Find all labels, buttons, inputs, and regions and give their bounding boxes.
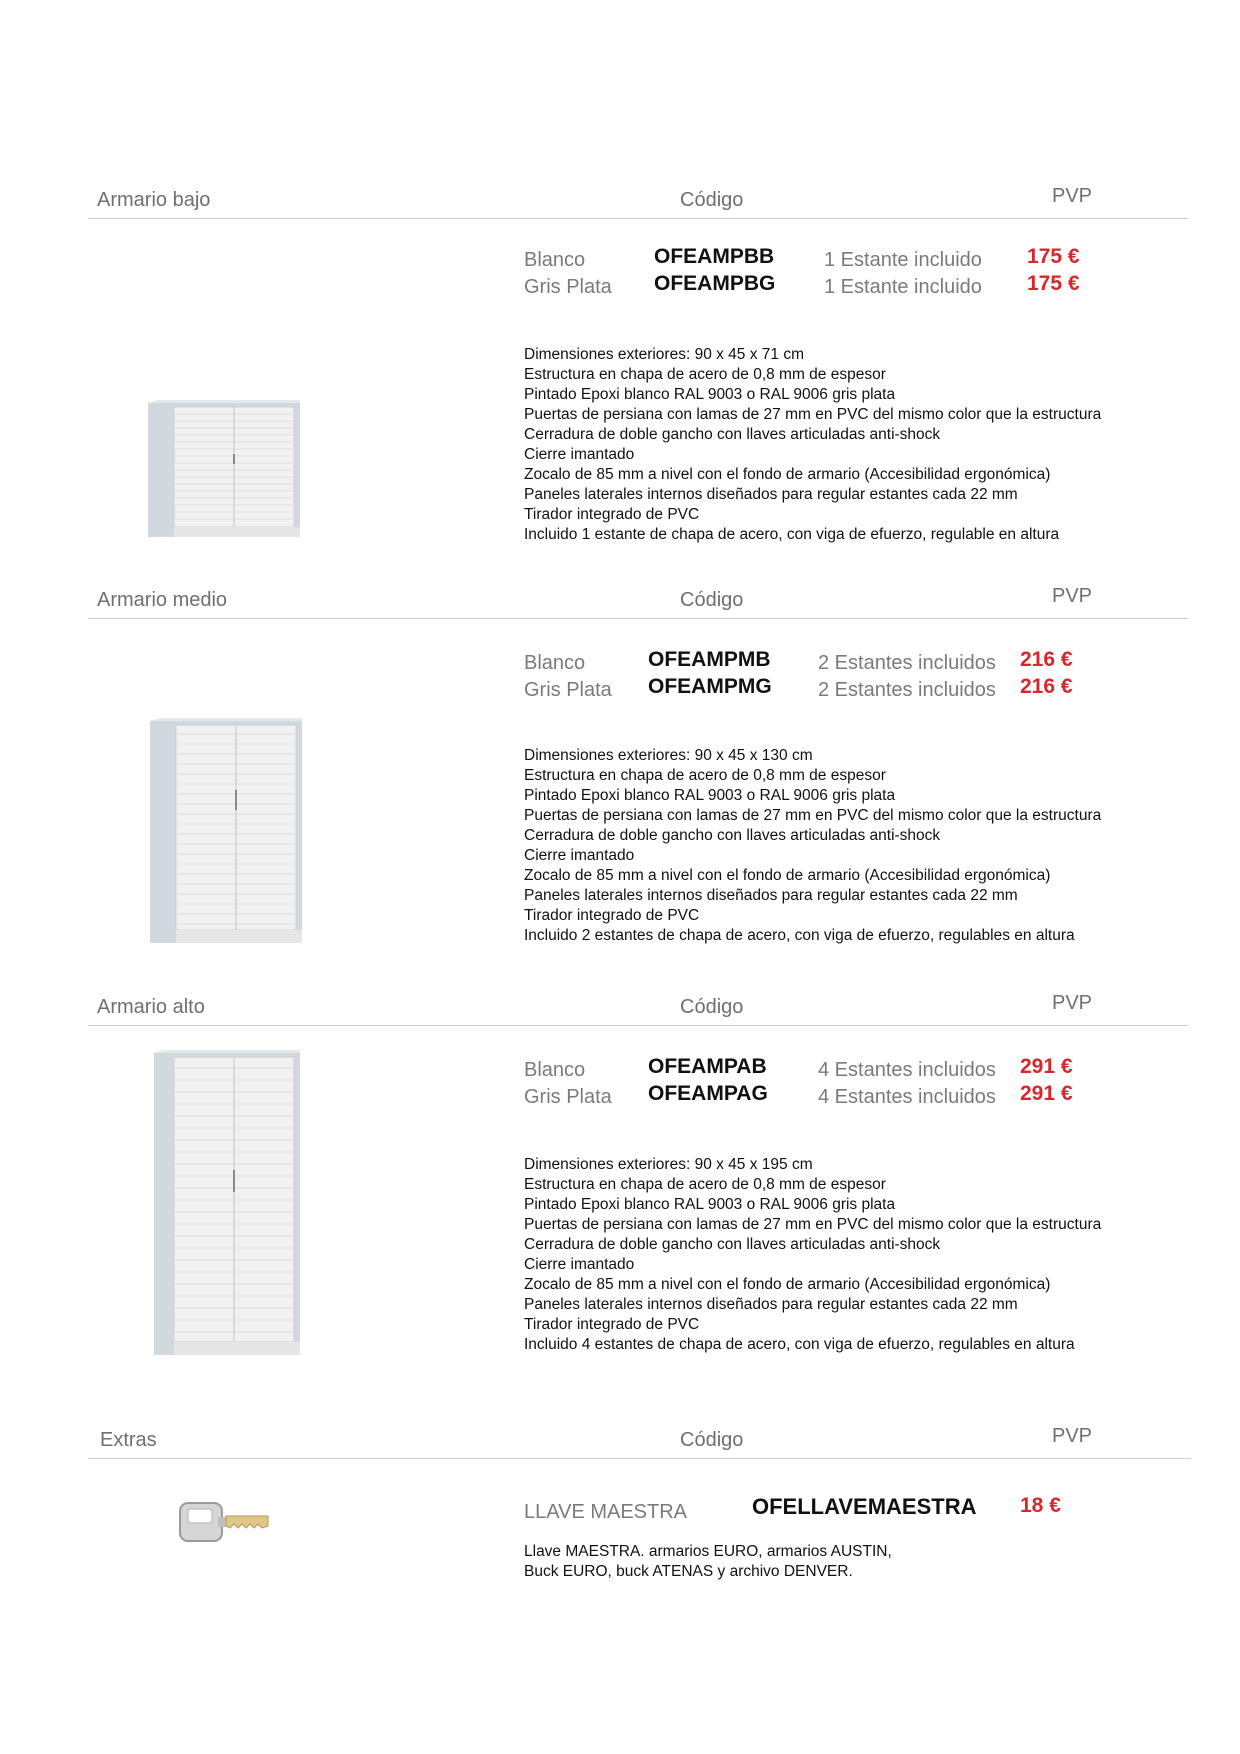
description-line: Llave MAESTRA. armarios EURO, armarios AUSTIN, — [524, 1543, 892, 1560]
spec-list — [524, 746, 1101, 946]
spec-item: Pintado Epoxi blanco RAL 9003 o RAL 9006 gris plata — [524, 1196, 896, 1213]
variant-shelves: 1 Estante incluido — [824, 249, 982, 271]
master-key-icon — [178, 1499, 270, 1550]
variant-shelves: 4 Estantes incluidos — [818, 1086, 996, 1108]
description-line: Buck EURO, buck ATENAS y archivo DENVER. — [524, 1563, 853, 1580]
variant-color: Blanco — [524, 249, 586, 271]
spec-item: Cierre imantado — [524, 1256, 635, 1273]
spec-item: Estructura en chapa de acero de 0,8 mm de espesor — [524, 366, 886, 383]
spec-list — [524, 345, 1101, 545]
spec-item: Puertas de persiana con lamas de 27 mm en PVC del mismo color que la estructura — [524, 406, 1102, 423]
variant-color: Blanco — [524, 652, 586, 674]
spec-item: Dimensiones exteriores: 90 x 45 x 71 cm — [524, 346, 804, 363]
spec-item: Zocalo de 85 mm a nivel con el fondo de armario (Accesibilidad ergonómica) — [524, 466, 1051, 483]
code-column-header: Código — [680, 589, 744, 611]
cabinet-medium-image — [150, 718, 302, 944]
section-title: Extras — [100, 1429, 157, 1451]
section-header-extras — [88, 1418, 1191, 1459]
spec-item: Tirador integrado de PVC — [524, 907, 700, 924]
extra-product-description — [524, 1542, 892, 1582]
variant-shelves: 4 Estantes incluidos — [818, 1059, 996, 1081]
code-column-header: Código — [680, 189, 744, 211]
variant-price: 175 € — [1027, 245, 1080, 268]
code-column-header: Código — [680, 996, 744, 1018]
spec-item: Cerradura de doble gancho con llaves articuladas anti-shock — [524, 827, 941, 844]
variant-code: OFEAMPAB — [648, 1055, 767, 1078]
variant-row — [524, 1055, 1124, 1083]
variant-price: 216 € — [1020, 675, 1073, 698]
variant-code: OFEAMPAG — [648, 1082, 768, 1105]
spec-item: Incluido 2 estantes de chapa de acero, con viga de efuerzo, regulables en altura — [524, 927, 1075, 944]
section-header-armario-bajo — [88, 178, 1188, 219]
spec-item: Puertas de persiana con lamas de 27 mm en PVC del mismo color que la estructura — [524, 807, 1102, 824]
cabinet-high-image — [154, 1050, 300, 1356]
variant-price: 216 € — [1020, 648, 1073, 671]
variant-code: OFEAMPMB — [648, 648, 771, 671]
variant-code: OFEAMPMG — [648, 675, 772, 698]
price-column-header: PVP — [1052, 1425, 1093, 1447]
price-column-header: PVP — [1052, 585, 1093, 607]
price-column-header: PVP — [1052, 185, 1093, 207]
spec-item: Paneles laterales internos diseñados para regular estantes cada 22 mm — [524, 1296, 1018, 1313]
spec-item: Cierre imantado — [524, 446, 635, 463]
variant-shelves: 2 Estantes incluidos — [818, 652, 996, 674]
extra-product-price: 18 € — [1020, 1494, 1061, 1517]
spec-item: Incluido 4 estantes de chapa de acero, con viga de efuerzo, regulables en altura — [524, 1336, 1075, 1353]
spec-list — [524, 1155, 1101, 1355]
section-title: Armario alto — [97, 996, 205, 1018]
variant-shelves: 1 Estante incluido — [824, 276, 982, 298]
variant-price: 291 € — [1020, 1055, 1073, 1078]
variant-price: 175 € — [1027, 272, 1080, 295]
spec-item: Pintado Epoxi blanco RAL 9003 o RAL 9006 gris plata — [524, 787, 896, 804]
spec-item: Dimensiones exteriores: 90 x 45 x 195 cm — [524, 1156, 813, 1173]
spec-item: Estructura en chapa de acero de 0,8 mm de espesor — [524, 767, 886, 784]
spec-item: Tirador integrado de PVC — [524, 1316, 700, 1333]
extra-product-name: LLAVE MAESTRA — [524, 1501, 688, 1523]
section-title: Armario bajo — [97, 189, 211, 211]
spec-item: Incluido 1 estante de chapa de acero, con viga de efuerzo, regulable en altura — [524, 526, 1060, 543]
spec-item: Estructura en chapa de acero de 0,8 mm de espesor — [524, 1176, 886, 1193]
spec-item: Puertas de persiana con lamas de 27 mm en PVC del mismo color que la estructura — [524, 1216, 1102, 1233]
spec-item: Pintado Epoxi blanco RAL 9003 o RAL 9006 gris plata — [524, 386, 896, 403]
variant-row — [524, 1082, 1124, 1110]
spec-item: Dimensiones exteriores: 90 x 45 x 130 cm — [524, 747, 813, 764]
spec-item: Paneles laterales internos diseñados para regular estantes cada 22 mm — [524, 887, 1018, 904]
spec-item: Paneles laterales internos diseñados para regular estantes cada 22 mm — [524, 486, 1018, 503]
cabinet-low-image — [148, 400, 300, 540]
variant-color: Gris Plata — [524, 276, 612, 298]
spec-item: Cerradura de doble gancho con llaves articuladas anti-shock — [524, 426, 941, 443]
variant-color: Gris Plata — [524, 1086, 612, 1108]
spec-item: Zocalo de 85 mm a nivel con el fondo de armario (Accesibilidad ergonómica) — [524, 1276, 1051, 1293]
variant-row — [524, 648, 1124, 676]
spec-item: Cerradura de doble gancho con llaves articuladas anti-shock — [524, 1236, 941, 1253]
variant-code: OFEAMPBB — [654, 245, 775, 268]
price-column-header: PVP — [1052, 992, 1093, 1014]
spec-item: Zocalo de 85 mm a nivel con el fondo de armario (Accesibilidad ergonómica) — [524, 867, 1051, 884]
variant-color: Blanco — [524, 1059, 586, 1081]
spec-item: Cierre imantado — [524, 847, 635, 864]
spec-item: Tirador integrado de PVC — [524, 506, 700, 523]
variant-row — [524, 245, 1124, 273]
variant-row — [524, 675, 1124, 703]
variant-price: 291 € — [1020, 1082, 1073, 1105]
section-header-armario-alto — [88, 985, 1188, 1026]
variant-code: OFEAMPBG — [654, 272, 776, 295]
extra-product-code: OFELLAVEMAESTRA — [752, 1494, 977, 1519]
variant-shelves: 2 Estantes incluidos — [818, 679, 996, 701]
code-column-header: Código — [680, 1429, 744, 1451]
variant-color: Gris Plata — [524, 679, 612, 701]
variant-row — [524, 272, 1124, 300]
section-header-armario-medio — [88, 578, 1188, 619]
section-title: Armario medio — [97, 589, 228, 611]
